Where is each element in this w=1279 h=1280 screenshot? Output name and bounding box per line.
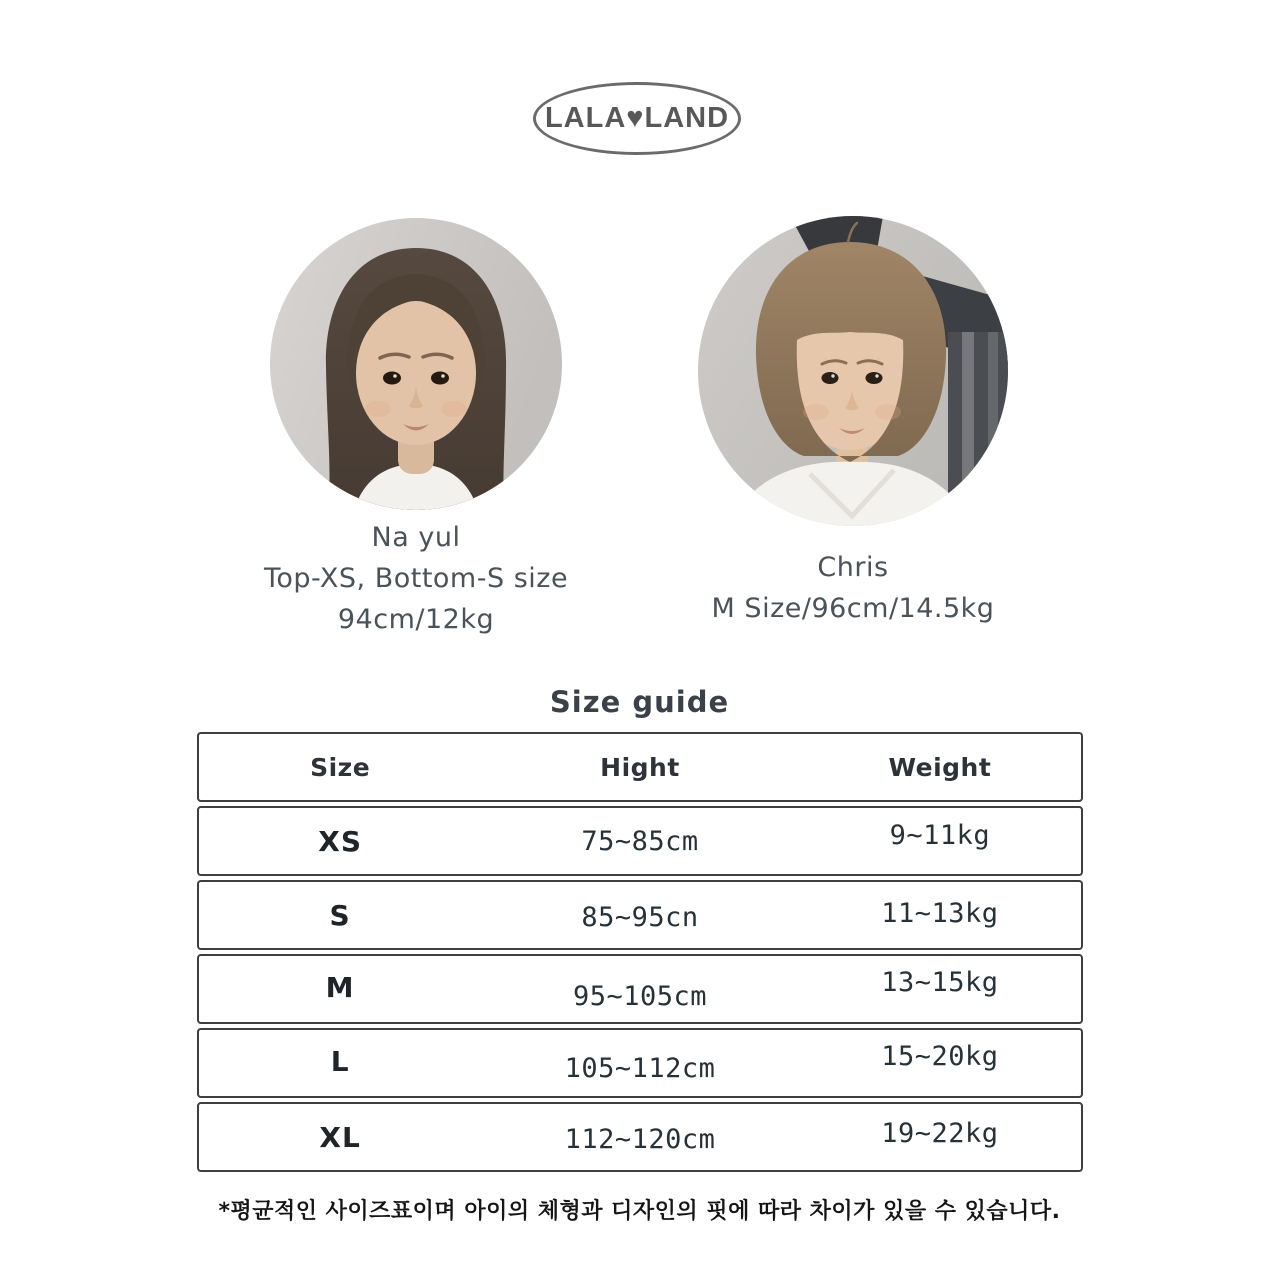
size-cell: S bbox=[329, 898, 351, 932]
size-cell: L bbox=[330, 1044, 350, 1078]
model-name: Na yul bbox=[371, 522, 461, 553]
size-guide-title: Size guide bbox=[549, 685, 730, 719]
weight-cell: 13~15kg bbox=[881, 966, 999, 998]
height-cell: 105~112cm bbox=[564, 1052, 716, 1084]
size-cell: M bbox=[325, 970, 355, 1004]
girl-long-hair-portrait-illustration bbox=[270, 218, 562, 510]
brand-logo bbox=[533, 82, 741, 155]
model-size-line: M Size/96cm/14.5kg bbox=[711, 593, 995, 624]
weight-cell: 9~11kg bbox=[889, 819, 991, 851]
weight-cell: 19~22kg bbox=[881, 1117, 999, 1149]
table-row-xl bbox=[197, 1102, 1083, 1172]
model-size-line: Top-XS, Bottom-S size bbox=[263, 563, 569, 594]
height-cell: 95~105cm bbox=[572, 980, 708, 1012]
weight-cell: 15~20kg bbox=[881, 1040, 999, 1072]
column-header-height: Hight bbox=[600, 752, 680, 782]
model-photo-nayul bbox=[270, 218, 562, 510]
table-row-m bbox=[197, 954, 1083, 1024]
weight-cell: 11~13kg bbox=[881, 897, 999, 929]
table-header-row bbox=[197, 732, 1083, 802]
model-photo-chris bbox=[698, 216, 1008, 526]
column-header-size: Size bbox=[310, 752, 371, 782]
height-cell: 75~85cm bbox=[581, 825, 699, 857]
model-name: Chris bbox=[817, 552, 889, 583]
table-row-l bbox=[197, 1028, 1083, 1098]
model-stats-line: 94cm/12kg bbox=[337, 604, 495, 635]
size-disclaimer-note: *평균적인 사이즈표이며 아이의 체형과 디자인의 핏에 따라 차이가 있을 수 있습니다. bbox=[218, 1199, 1061, 1224]
model-caption-chris bbox=[665, 547, 1041, 629]
column-header-weight: Weight bbox=[888, 752, 992, 782]
height-cell: 85~95cn bbox=[581, 901, 699, 933]
model-caption-nayul bbox=[230, 517, 602, 640]
size-guide-table bbox=[197, 732, 1083, 1172]
height-cell: 112~120cm bbox=[564, 1123, 716, 1155]
size-cell: XS bbox=[318, 824, 362, 858]
child-bob-hair-portrait-illustration bbox=[698, 216, 1008, 526]
table-row-xs bbox=[197, 806, 1083, 876]
table-row-s bbox=[197, 880, 1083, 950]
size-cell: XL bbox=[319, 1120, 361, 1154]
brand-logo-text: LALA♥LAND bbox=[544, 102, 730, 134]
